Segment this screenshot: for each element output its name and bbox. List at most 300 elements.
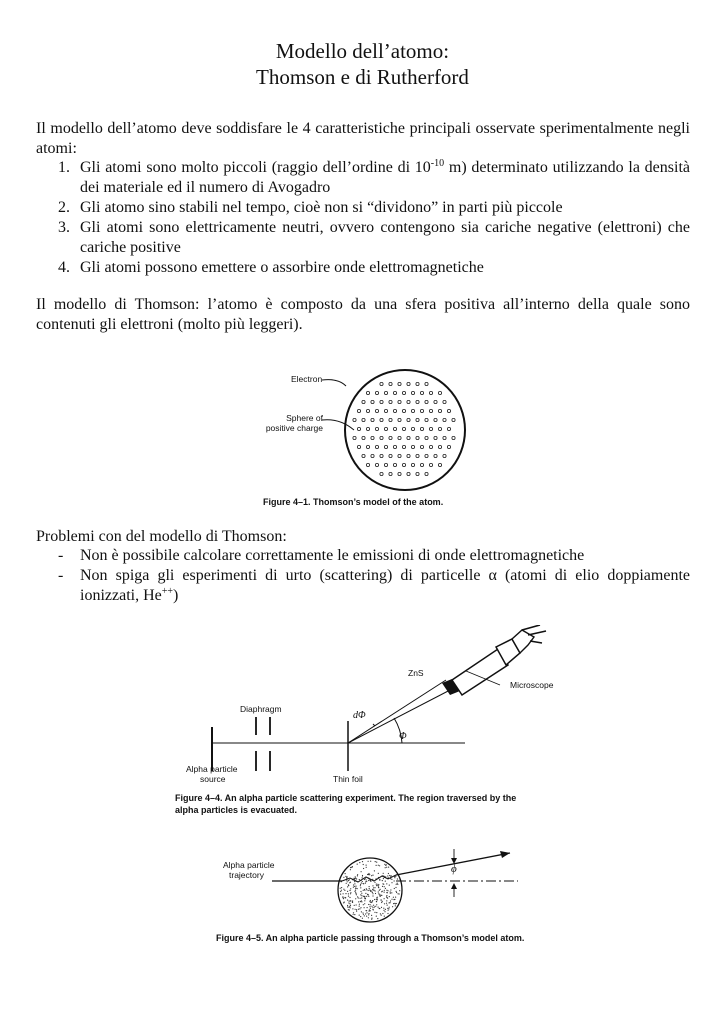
stipple-dot <box>397 883 398 884</box>
stipple-dot <box>350 869 351 870</box>
stipple-dot <box>366 867 367 868</box>
stipple-dot <box>349 906 350 907</box>
stipple-dot <box>369 888 370 889</box>
stipple-dot <box>366 865 367 866</box>
stipple-dot <box>362 877 363 878</box>
feature-number: 1. <box>58 159 70 176</box>
stipple-dot <box>347 881 348 882</box>
stipple-dot <box>359 906 360 907</box>
label-source-line-1: Alpha particle <box>186 764 238 774</box>
stipple-dot <box>363 883 364 884</box>
stipple-dot <box>386 883 387 884</box>
stipple-dot <box>374 912 375 913</box>
label-sphere-line-1: Sphere of <box>286 413 323 423</box>
stipple-dot <box>376 899 377 900</box>
feature-item <box>36 218 690 258</box>
stipple-dot <box>377 897 378 898</box>
stipple-dot <box>393 903 394 904</box>
stipple-dot <box>386 867 387 868</box>
stipple-dot <box>379 890 380 891</box>
stipple-dot <box>364 879 365 880</box>
stipple-dot <box>368 917 369 918</box>
stipple-dot <box>347 886 348 887</box>
stipple-dot <box>388 873 389 874</box>
stipple-dot <box>378 891 379 892</box>
stipple-dot <box>345 873 346 874</box>
stipple-dot <box>363 890 364 891</box>
feature-text: Gli atomi sono elettricamente neutri, ovvero contengono sia cariche negative (elettroni) che cariche positive <box>80 219 690 256</box>
stipple-dot <box>368 873 369 874</box>
stipple-dot <box>367 894 368 895</box>
stipple-dot <box>368 896 369 897</box>
stipple-dot <box>375 906 376 907</box>
stipple-dot <box>365 913 366 914</box>
stipple-dot <box>361 895 362 896</box>
stipple-dot <box>347 905 348 906</box>
stipple-dot <box>364 900 365 901</box>
stipple-dot <box>352 908 353 909</box>
feature-item <box>36 158 690 198</box>
stipple-dot <box>391 892 392 893</box>
stipple-dot <box>373 889 374 890</box>
stipple-dot <box>356 894 357 895</box>
stipple-dot <box>350 905 351 906</box>
stipple-dot <box>372 893 373 894</box>
stipple-dot <box>372 895 373 896</box>
stipple-dot <box>395 897 396 898</box>
stipple-dot <box>371 906 372 907</box>
problem-bullet: - <box>58 547 64 564</box>
stipple-dot <box>360 891 361 892</box>
stipple-dot <box>379 880 380 881</box>
feature-text: Gli atomo sino stabili nel tempo, cioè non si “dividono” in parti più piccole <box>80 199 563 216</box>
stipple-dot <box>383 910 384 911</box>
problem-item <box>36 546 690 566</box>
stipple-dot <box>357 874 358 875</box>
stipple-dot <box>352 902 353 903</box>
stipple-dot <box>368 880 369 881</box>
stipple-dot <box>386 890 387 891</box>
label-source-line-2: source <box>200 774 226 784</box>
stipple-dot <box>366 912 367 913</box>
stipple-dot <box>341 887 342 888</box>
stipple-dot <box>356 893 357 894</box>
stipple-dot <box>382 886 383 887</box>
problem-text-post: ) <box>173 587 179 604</box>
stipple-dot <box>381 900 382 901</box>
stipple-dot <box>381 915 382 916</box>
stipple-dot <box>385 909 386 910</box>
label-dtheta: dΦ <box>353 710 366 721</box>
feature-text-pre: Gli atomi sono molto piccoli (raggio dell’ordine di 10 <box>80 159 431 176</box>
stipple-dot <box>366 889 367 890</box>
stipple-dot <box>376 916 377 917</box>
stipple-dot <box>370 891 371 892</box>
stipple-dot <box>364 898 365 899</box>
stipple-dot <box>385 867 386 868</box>
stipple-dot <box>361 882 362 883</box>
stipple-dot <box>365 893 366 894</box>
feature-number: 3. <box>58 219 70 236</box>
label-zns: ZnS <box>408 668 424 678</box>
title-line-1: Modello dell’atomo: <box>275 39 450 63</box>
stipple-dot <box>397 878 398 879</box>
stipple-dot <box>364 907 365 908</box>
stipple-dot <box>378 865 379 866</box>
stipple-dot <box>362 861 363 862</box>
stipple-dot <box>342 896 343 897</box>
stipple-dot <box>375 861 376 862</box>
stipple-dot <box>385 888 386 889</box>
stipple-dot <box>370 904 371 905</box>
stipple-dot <box>372 875 373 876</box>
stipple-dot <box>353 887 354 888</box>
figure-scattering-experiment <box>170 625 570 825</box>
stipple-dot <box>360 887 361 888</box>
problem-item <box>36 566 690 606</box>
stipple-dot <box>344 890 345 891</box>
stipple-dot <box>386 900 387 901</box>
stipple-dot <box>345 893 346 894</box>
stipple-dot <box>345 876 346 877</box>
stipple-dot <box>378 907 379 908</box>
label-phi: ϕ <box>451 863 457 875</box>
stipple-dot <box>363 904 364 905</box>
stipple-dot <box>374 882 375 883</box>
stipple-dot <box>382 880 383 881</box>
stipple-dot <box>360 885 361 886</box>
stipple-dot <box>387 892 388 893</box>
stipple-dot <box>368 861 369 862</box>
stipple-dot <box>385 865 386 866</box>
stipple-dot <box>348 893 349 894</box>
stipple-dot <box>383 878 384 879</box>
stipple-dot <box>364 890 365 891</box>
stipple-dot <box>387 913 388 914</box>
stipple-dot <box>375 890 376 891</box>
stipple-dot <box>376 865 377 866</box>
stipple-dot <box>360 894 361 895</box>
stipple-dot <box>374 906 375 907</box>
stipple-dot <box>395 887 396 888</box>
stipple-dot <box>370 908 371 909</box>
label-trajectory-line-2: trajectory <box>229 870 264 880</box>
stipple-dot <box>349 882 350 883</box>
stipple-dot <box>349 903 350 904</box>
stipple-dot <box>376 862 377 863</box>
stipple-dot <box>366 881 367 882</box>
stipple-dot <box>354 878 355 879</box>
stipple-dot <box>391 875 392 876</box>
stipple-dot <box>369 874 370 875</box>
stipple-dot <box>348 896 349 897</box>
stipple-dot <box>354 905 355 906</box>
stipple-dot <box>389 875 390 876</box>
stipple-dot <box>384 890 385 891</box>
stipple-dot <box>358 901 359 902</box>
stipple-dot <box>394 880 395 881</box>
stipple-dot <box>395 905 396 906</box>
stipple-dot <box>349 890 350 891</box>
figure-alpha-trajectory <box>210 845 540 950</box>
stipple-dot <box>374 887 375 888</box>
stipple-dot <box>356 904 357 905</box>
stipple-dot <box>343 877 344 878</box>
stipple-dot <box>379 865 380 866</box>
stipple-dot <box>372 900 373 901</box>
stipple-dot <box>372 889 373 890</box>
stipple-dot <box>378 887 379 888</box>
feature-number: 4. <box>58 259 70 276</box>
stipple-dot <box>355 909 356 910</box>
stipple-dot <box>396 892 397 893</box>
trajectory-arrowhead <box>500 851 510 858</box>
stipple-dot <box>362 875 363 876</box>
stipple-dot <box>346 877 347 878</box>
stipple-dot <box>361 893 362 894</box>
stipple-dot <box>345 897 346 898</box>
stipple-dot <box>369 890 370 891</box>
stipple-dot <box>375 893 376 894</box>
stipple-dot <box>355 898 356 899</box>
stipple-dot <box>367 907 368 908</box>
stipple-dot <box>349 901 350 902</box>
stipple-dot <box>384 898 385 899</box>
feature-item <box>36 198 690 218</box>
stipple-dot <box>374 899 375 900</box>
label-thin-foil: Thin foil <box>333 774 363 784</box>
stipple-dot <box>391 882 392 883</box>
stipple-dot <box>356 911 357 912</box>
stipple-dot <box>354 914 355 915</box>
stipple-dot <box>371 919 372 920</box>
stipple-dot <box>369 886 370 887</box>
stipple-dot <box>373 887 374 888</box>
stipple-dot <box>372 892 373 893</box>
stipple-dot <box>350 867 351 868</box>
thomson-atom-diagram <box>250 360 480 510</box>
title-line-2: Thomson e di Rutherford <box>256 65 469 89</box>
stipple-dot <box>356 909 357 910</box>
stipple-dot <box>372 909 373 910</box>
stipple-dot <box>379 908 380 909</box>
feature-text-post: m) determinato utilizzando la densità dei materiale ed il numero di Avogadro <box>80 159 691 196</box>
stipple-dot <box>390 891 391 892</box>
angle-arrowhead-lower <box>451 883 457 889</box>
stipple-dot <box>364 896 365 897</box>
stipple-dot <box>364 915 365 916</box>
stipple-dot <box>389 907 390 908</box>
stipple-dot <box>389 896 390 897</box>
feature-text: Gli atomi possono emettere o assorbire onde elettromagnetiche <box>80 259 484 276</box>
stipple-dot <box>394 899 395 900</box>
problem-bullet: - <box>58 567 64 584</box>
stipple-dot <box>372 907 373 908</box>
stipple-dot <box>391 879 392 880</box>
stipple-dot <box>365 879 366 880</box>
stipple-dot <box>369 911 370 912</box>
stipple-dot <box>350 907 351 908</box>
stipple-dot <box>353 914 354 915</box>
stipple-dot <box>397 893 398 894</box>
stipple-dot <box>343 893 344 894</box>
stipple-dot <box>381 907 382 908</box>
label-sphere-line-2: positive charge <box>265 423 323 433</box>
stipple-dot <box>368 914 369 915</box>
stipple-dot <box>397 884 398 885</box>
stipple-dot <box>363 868 364 869</box>
figure2-caption-line-1: Figure 4–4. An alpha particle scattering experiment. The region traversed by the <box>175 793 517 803</box>
stipple-dot <box>357 875 358 876</box>
problem-superscript: ++ <box>161 586 174 597</box>
stipple-dot <box>369 901 370 902</box>
stipple-dot <box>353 884 354 885</box>
stipple-dot <box>370 910 371 911</box>
stipple-dot <box>360 907 361 908</box>
stipple-dot <box>352 900 353 901</box>
stipple-dot <box>359 879 360 880</box>
stipple-dot <box>371 918 372 919</box>
stipple-dot <box>363 914 364 915</box>
stipple-dot <box>359 915 360 916</box>
stipple-dot <box>371 890 372 891</box>
stipple-dot <box>357 864 358 865</box>
stipple-dot <box>348 907 349 908</box>
stipple-dot <box>367 874 368 875</box>
stipple-dot <box>366 916 367 917</box>
figure2-caption-line-2: alpha particles is evacuated. <box>175 805 298 815</box>
stipple-dot <box>346 883 347 884</box>
stipple-dot <box>359 908 360 909</box>
stipple-dot <box>354 886 355 887</box>
stipple-dot <box>392 906 393 907</box>
stipple-dot <box>380 895 381 896</box>
stipple-dot <box>347 891 348 892</box>
stipple-dot <box>360 884 361 885</box>
label-theta: Φ <box>399 731 407 742</box>
stipple-dot <box>376 884 377 885</box>
stipple-dot <box>355 890 356 891</box>
stipple-dot <box>356 878 357 879</box>
stipple-dot <box>384 911 385 912</box>
stipple-dot <box>355 878 356 879</box>
stipple-dot <box>382 913 383 914</box>
stipple-dot <box>387 908 388 909</box>
stipple-dot <box>354 891 355 892</box>
stipple-dot <box>371 875 372 876</box>
stipple-dot <box>371 915 372 916</box>
stipple-dot <box>350 888 351 889</box>
stipple-dot <box>340 894 341 895</box>
stipple-dot <box>372 885 373 886</box>
stipple-dot <box>382 901 383 902</box>
stipple-dot <box>340 888 341 889</box>
stipple-dot <box>388 910 389 911</box>
stipple-dot <box>394 888 395 889</box>
stipple-dot <box>354 883 355 884</box>
stipple-dot <box>366 910 367 911</box>
stipple-dot <box>343 902 344 903</box>
stipple-dot <box>372 901 373 902</box>
stipple-dot <box>378 873 379 874</box>
stipple-dot <box>376 904 377 905</box>
feature-item <box>36 258 690 278</box>
figure3-caption: Figure 4–5. An alpha particle passing through a Thomson’s model atom. <box>216 933 525 943</box>
stipple-dot <box>351 867 352 868</box>
stipple-dot <box>362 918 363 919</box>
stipple-dot <box>368 890 369 891</box>
stipple-dot <box>383 884 384 885</box>
problems-list <box>36 546 690 606</box>
stipple-dot <box>355 876 356 877</box>
stipple-dot <box>389 885 390 886</box>
stipple-dot <box>368 913 369 914</box>
stipple-dot <box>396 903 397 904</box>
stipple-dot <box>387 890 388 891</box>
stipple-dot <box>359 904 360 905</box>
label-diaphragm: Diaphragm <box>240 704 282 714</box>
stipple-dot <box>357 888 358 889</box>
stipple-dot <box>361 901 362 902</box>
stipple-dot <box>387 905 388 906</box>
stipple-dot <box>390 900 391 901</box>
stipple-dot <box>362 881 363 882</box>
stipple-dot <box>384 886 385 887</box>
stipple-dot <box>347 900 348 901</box>
stipple-dot <box>374 870 375 871</box>
problem-text: Non è possibile calcolare correttamente le emissioni di onde elettromagnetiche <box>80 547 585 564</box>
stipple-dot <box>362 912 363 913</box>
stipple-dot <box>341 890 342 891</box>
feature-exponent: -10 <box>430 158 445 169</box>
stipple-dot <box>395 876 396 877</box>
stipple-dot <box>377 918 378 919</box>
stipple-dot <box>366 896 367 897</box>
stipple-dot <box>358 897 359 898</box>
stipple-dot <box>386 903 387 904</box>
stipple-dot <box>343 889 344 890</box>
stipple-dot <box>350 900 351 901</box>
stipple-dot <box>387 875 388 876</box>
stipple-dot <box>399 890 400 891</box>
stipple-dot <box>399 893 400 894</box>
stipple-dot <box>348 902 349 903</box>
stipple-dot <box>380 889 381 890</box>
stipple-dot <box>369 906 370 907</box>
label-microscope: Microscope <box>510 680 554 690</box>
stipple-dot <box>389 902 390 903</box>
stipple-dot <box>393 897 394 898</box>
stipple-dot <box>350 892 351 893</box>
stipple-dot <box>361 911 362 912</box>
stipple-dot <box>391 899 392 900</box>
stipple-dot <box>378 884 379 885</box>
stipple-dot <box>355 888 356 889</box>
stipple-dot <box>385 881 386 882</box>
figure1-caption: Figure 4–1. Thomson’s model of the atom. <box>263 497 444 507</box>
stipple-dot <box>376 885 377 886</box>
stipple-dot <box>388 867 389 868</box>
thomson-paragraph: Il modello di Thomson: l’atomo è composto da una sfera positiva all’interno della quale sono contenuti gli elettroni (molto più leggeri). <box>36 296 690 333</box>
stipple-dot <box>360 901 361 902</box>
stipple-dot <box>359 862 360 863</box>
stipple-dot <box>386 895 387 896</box>
stipple-dot <box>357 896 358 897</box>
stipple-dot <box>348 884 349 885</box>
stipple-dot <box>390 889 391 890</box>
stipple-dot <box>350 893 351 894</box>
stipple-dot <box>349 897 350 898</box>
